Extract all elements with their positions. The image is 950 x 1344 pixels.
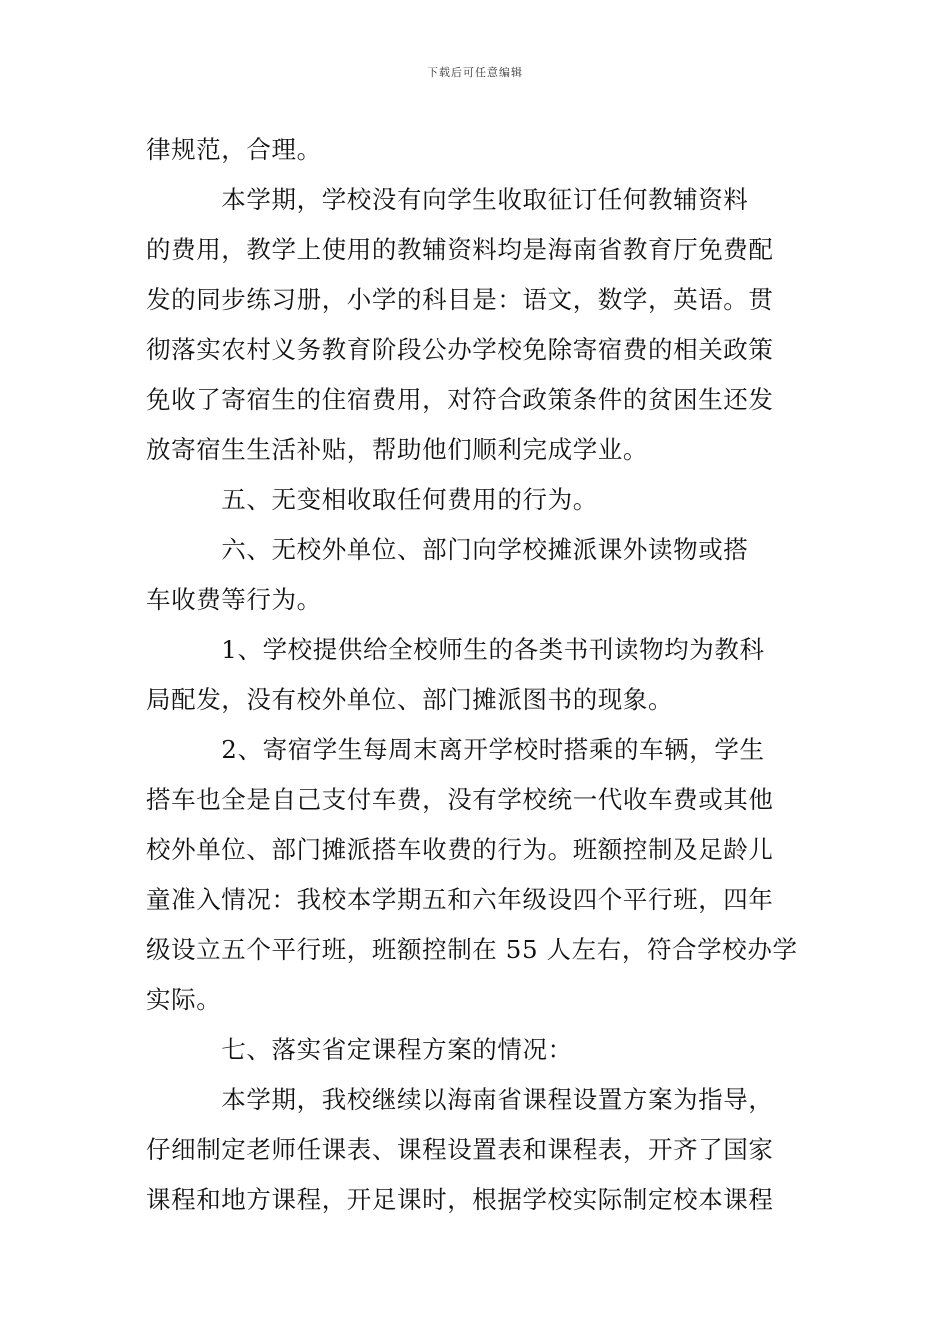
text-line: 车收费等行为。 xyxy=(146,585,322,614)
text-line: 本学期，我校继续以海南省课程设置方案为指导， xyxy=(146,1085,774,1114)
text-line: 1、学校提供给全校师生的各类书刊读物均为教科 xyxy=(146,635,765,664)
text-line: 六、无校外单位、部门向学校摊派课外读物或搭 xyxy=(146,535,749,564)
text-line: 童准入情况：我校本学期五和六年级设四个平行班，四年 xyxy=(146,885,774,914)
text-line: 放寄宿生生活补贴，帮助他们顺利完成学业。 xyxy=(146,435,648,464)
text-line: 发的同步练习册，小学的科目是：语文，数学，英语。贯 xyxy=(146,285,774,314)
text-line: 2、寄宿学生每周末离开学校时搭乘的车辆，学生 xyxy=(146,735,765,764)
text-line: 课程和地方课程，开足课时，根据学校实际制定校本课程 xyxy=(146,1185,774,1214)
text-line: 免收了寄宿生的住宿费用，对符合政策条件的贫困生还发 xyxy=(146,385,774,414)
text-line: 彻落实农村义务教育阶段公办学校免除寄宿费的相关政策 xyxy=(146,335,774,364)
text-line: 仔细制定老师任课表、课程设置表和课程表，开齐了国家 xyxy=(146,1135,774,1164)
text-line: 律规范，合理。 xyxy=(146,135,322,164)
text-line: 七、落实省定课程方案的情况： xyxy=(146,1035,573,1064)
text-line: 本学期，学校没有向学生收取征订任何教辅资料 xyxy=(146,185,749,214)
text-line: 实际。 xyxy=(146,985,222,1014)
page-header: 下载后可任意编辑 xyxy=(427,66,523,79)
text-line: 搭车也全是自己支付车费，没有学校统一代收车费或其他 xyxy=(146,785,774,814)
text-line: 级设立五个平行班，班额控制在 55 人左右，符合学校办学 xyxy=(146,935,798,964)
text-line: 局配发，没有校外单位、部门摊派图书的现象。 xyxy=(146,685,674,714)
text-line: 校外单位、部门摊派搭车收费的行为。班额控制及足龄儿 xyxy=(146,835,774,864)
text-line: 五、无变相收取任何费用的行为。 xyxy=(146,485,598,514)
text-line: 的费用，教学上使用的教辅资料均是海南省教育厅免费配 xyxy=(146,235,774,264)
